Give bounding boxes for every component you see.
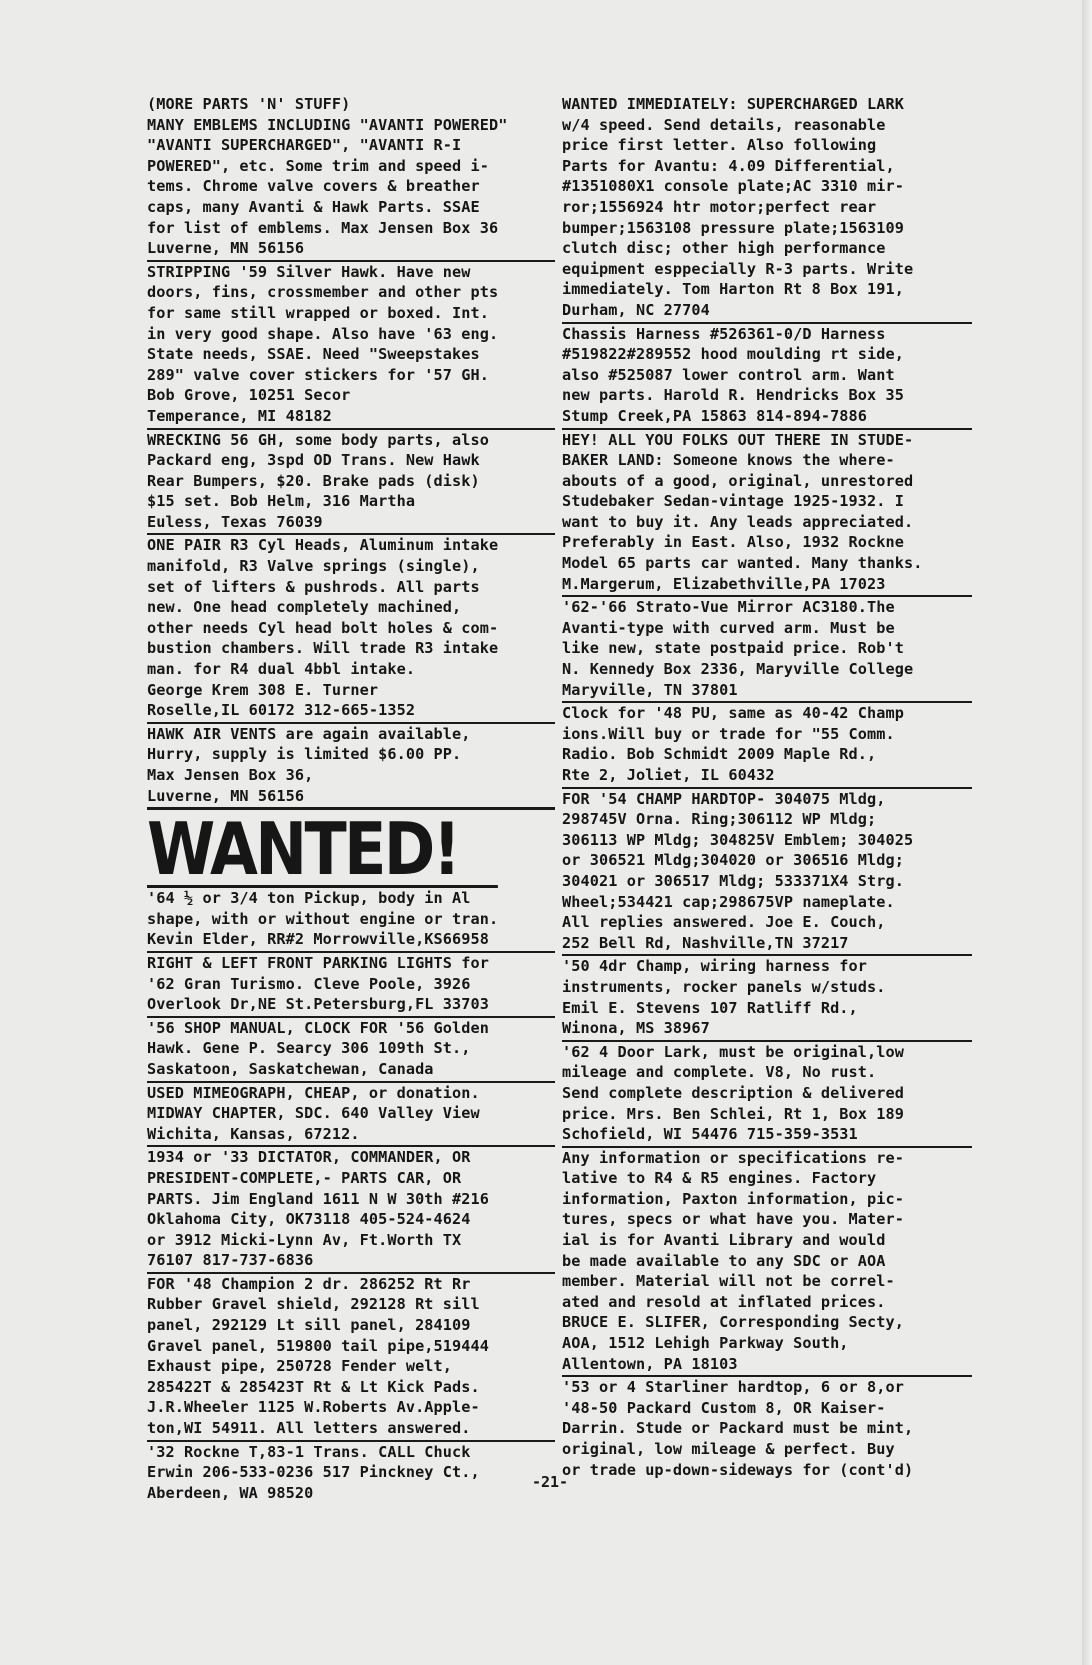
classified-ad: FOR '48 Champion 2 dr. 286252 Rt Rr Rubber Gravel shield, 292128 Rt sill panel, 292129 Lt sill panel, 284109 Gravel panel, 519800 tail pipe,519444 Exhaust pipe, 250728 Fender welt, 285422T & 285423T Rt & Lt Kick Pads. J.R.Wheeler 1125 W.Roberts Av.Apple- ton,WI 54911. All letters answered. [147, 1274, 555, 1442]
classified-ad: MANY EMBLEMS INCLUDING "AVANTI POWERED" "AVANTI SUPERCHARGED", "AVANTI R-I POWERED", etc. Some trim and speed i- tems. Chrome valve covers & breather caps, many Avanti & Hawk Parts. SSAE for list of emblems. Max Jensen Box 36 Luverne, MN 56156 [147, 115, 555, 262]
section-header: (MORE PARTS 'N' STUFF) [147, 95, 351, 113]
classified-ad: '62-'66 Strato-Vue Mirror AC3180.The Avanti-type with curved arm. Must be like new, state postpaid price. Rob't N. Kennedy Box 2336, Maryville College Maryville, TN 37801 [562, 597, 972, 703]
wanted-heading: WANTED! [147, 814, 498, 888]
classified-ad: FOR '54 CHAMP HARDTOP- 304075 Mldg, 298745V Orna. Ring;306112 WP Mldg; 306113 WP Mldg; 304825V Emblem; 304025 or 306521 Mldg;304020 or 306516 Mldg; 304021 or 306517 Mldg; 533371X4 Strg. Wheel;534421 cap;298675VP nameplate. All replies answered. Joe E. Couch, 252 Bell Rd, Nashville,TN 37217 [562, 789, 972, 957]
classified-ad: USED MIMEOGRAPH, CHEAP, or donation. MIDWAY CHAPTER, SDC. 640 Valley View Wichita, Kansas, 67212. [147, 1083, 555, 1148]
page-number: -21- [531, 1473, 569, 1491]
left-column [147, 94, 555, 1504]
classified-ad: '53 or 4 Starliner hardtop, 6 or 8,or '48-50 Packard Custom 8, OR Kaiser- Darrin. Stude or Packard must be mint, original, low mileage & perfect. Buy or trade up-down-sideways for (cont'd) [562, 1378, 914, 1479]
classified-ad: WANTED IMMEDIATELY: SUPERCHARGED LARK w/4 speed. Send details, reasonable price first letter. Also following Parts for Avantu: 4.09 Differential, #1351080X1 console plate;AC 3310 mir- ror;1556924 htr motor;perfect rear bumper;1563108 pressure plate;1563109 clutch disc; other high performance equipment esppecially R-3 parts. Write immediately. Tom Harton Rt 8 Box 191, Durham, NC 27704 [562, 94, 972, 324]
page-edge [1082, 0, 1092, 1665]
classified-ad: RIGHT & LEFT FRONT PARKING LIGHTS for '62 Gran Turismo. Cleve Poole, 3926 Overlook Dr,NE St.Petersburg,FL 33703 [147, 953, 555, 1018]
classified-ad: 1934 or '33 DICTATOR, COMMANDER, OR PRESIDENT-COMPLETE,- PARTS CAR, OR PARTS. Jim England 1611 N W 30th #216 Oklahoma City, OK73118 405-524-4624 or 3912 Micki-Lynn Av, Ft.Worth TX 76107 817-737-6836 [147, 1147, 555, 1274]
classified-ad: STRIPPING '59 Silver Hawk. Have new doors, fins, crossmember and other pts for same still wrapped or boxed. Int. in very good shape. Also have '63 eng. State needs, SSAE. Need "Sweepstakes 289" valve cover stickers for '57 GH. Bob Grove, 10251 Secor Temperance, MI 48182 [147, 262, 555, 430]
classified-ad: ONE PAIR R3 Cyl Heads, Aluminum intake manifold, R3 Valve springs (single), set of lifters & pushrods. All parts new. One head completely machined, other needs Cyl head bolt holes & com- bustion chambers. Will trade R3 intake man. for R4 dual 4bbl intake. George Krem 308 E. Turner Roselle,IL 60172 312-665-1352 [147, 535, 555, 723]
classified-ad: '56 SHOP MANUAL, CLOCK FOR '56 Golden Hawk. Gene P. Searcy 306 109th St., Saskatoon, Saskatchewan, Canada [147, 1018, 555, 1083]
classified-ad: HAWK AIR VENTS are again available, Hurry, supply is limited $6.00 PP. Max Jensen Box 36, Luverne, MN 56156 [147, 724, 555, 810]
classified-ad: Clock for '48 PU, same as 40-42 Champ ions.Will buy or trade for "55 Comm. Radio. Bob Schmidt 2009 Maple Rd., Rte 2, Joliet, IL 60432 [562, 703, 972, 788]
classified-ad: HEY! ALL YOU FOLKS OUT THERE IN STUDE- BAKER LAND: Someone knows the where- abouts of a good, original, unrestored Studebaker Sedan-vintage 1925-1932. I want to buy it. Any leads appreciated. Preferably in East. Also, 1932 Rockne Model 65 parts car wanted. Many thanks. M.Margerum, Elizabethville,PA 17023 [562, 430, 972, 598]
classified-ad: WRECKING 56 GH, some body parts, also Packard eng, 3spd OD Trans. New Hawk Rear Bumpers, $20. Brake pads (disk) $15 set. Bob Helm, 316 Martha Euless, Texas 76039 [147, 430, 555, 536]
classified-ad: Any information or specifications re- lative to R4 & R5 engines. Factory information, Paxton information, pic- tures, specs or what have you. Mater- ial is for Avanti Library and would be made available to any SDC or AOA member. Material will not be correl- ated and resold at inflated prices. BRUCE E. SLIFER, Corresponding Secty, AOA, 1512 Lehigh Parkway South, Allentown, PA 18103 [562, 1148, 972, 1378]
classified-ad: '32 Rockne T,83-1 Trans. CALL Chuck Erwin 206-533-0236 517 Pinckney Ct., Aberdeen, WA 98520 [147, 1442, 480, 1502]
classified-ad: '62 4 Door Lark, must be original,low mileage and complete. V8, No rust. Send complete description & delivered price. Mrs. Ben Schlei, Rt 1, Box 189 Schofield, WI 54476 715-359-3531 [562, 1042, 972, 1148]
classified-ad: '50 4dr Champ, wiring harness for instruments, rocker panels w/studs. Emil E. Stevens 107 Ratliff Rd., Winona, MS 38967 [562, 956, 972, 1041]
classified-ad: '64 ½ or 3/4 ton Pickup, body in Al shape, with or without engine or tran. Kevin Elder, RR#2 Morrowville,KS66958 [147, 888, 555, 953]
right-column [562, 94, 972, 1481]
classified-ad: Chassis Harness #526361-0/D Harness #519822#289552 hood moulding rt side, also #525087 lower control arm. Want new parts. Harold R. Hendricks Box 35 Stump Creek,PA 15863 814-894-7886 [562, 324, 972, 430]
